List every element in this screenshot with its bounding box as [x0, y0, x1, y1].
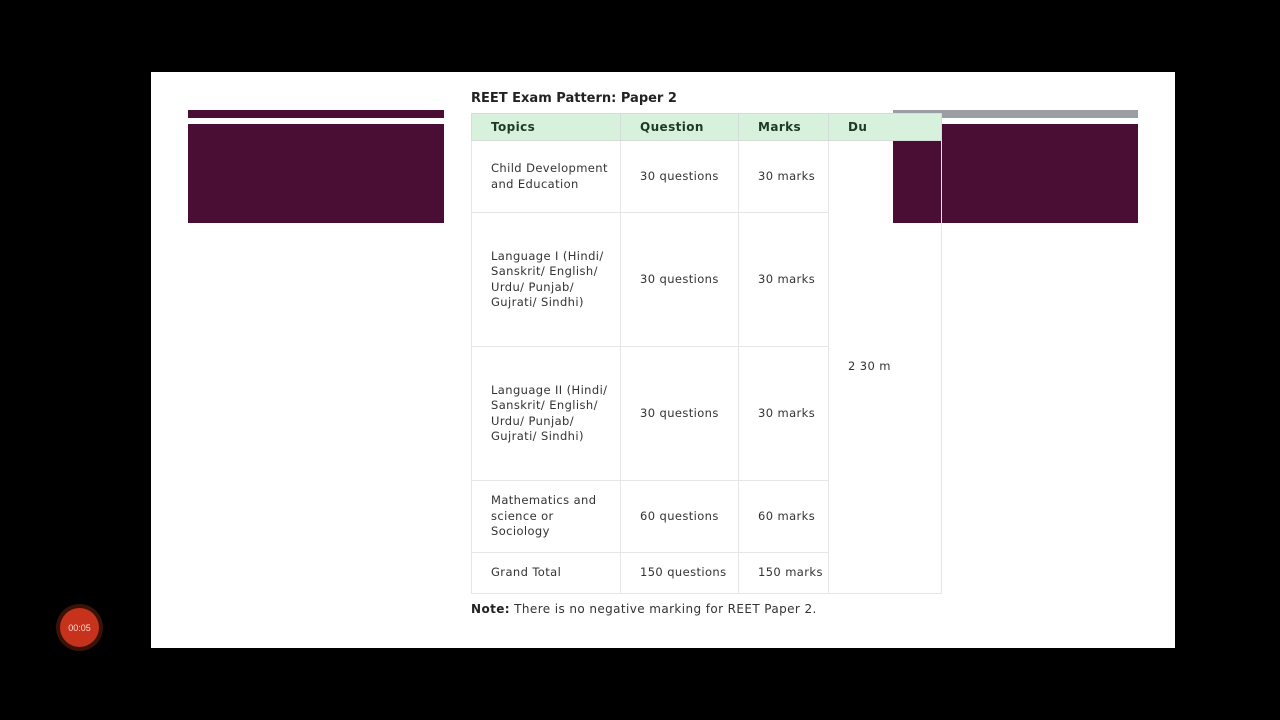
row-questions: 60 questions [621, 481, 739, 553]
left-banner-strip [188, 110, 444, 118]
recording-timer-button[interactable] [56, 604, 103, 651]
header-topics: Topics [472, 114, 621, 141]
row-marks: 30 marks [739, 347, 829, 481]
exam-pattern-table-container [471, 113, 891, 594]
header-duration: Du [829, 114, 942, 141]
slide-page [151, 72, 1175, 648]
note-label: Note: [471, 602, 510, 616]
table-row [472, 141, 942, 213]
recording-timer-label: 00:05 [60, 608, 99, 647]
row-topic: Grand Total [472, 553, 621, 594]
header-question: Question [621, 114, 739, 141]
page-title: REET Exam Pattern: Paper 2 [471, 91, 677, 106]
note-text [471, 601, 831, 617]
header-marks: Marks [739, 114, 829, 141]
row-topic: Child Development and Education [472, 141, 621, 213]
row-topic: Language I (Hindi/ Sanskrit/ English/ Urdu/ Punjab/ Gujrati/ Sindhi) [472, 213, 621, 347]
exam-pattern-table [471, 113, 942, 594]
row-topic: Mathematics and science or Sociology [472, 481, 621, 553]
row-marks: 150 marks [739, 553, 829, 594]
row-topic: Language II (Hindi/ Sanskrit/ English/ Urdu/ Punjab/ Gujrati/ Sindhi) [472, 347, 621, 481]
row-duration: 2 30 m [829, 141, 942, 594]
row-questions: 30 questions [621, 347, 739, 481]
row-marks: 30 marks [739, 141, 829, 213]
table-header-row [472, 114, 942, 141]
row-questions: 30 questions [621, 141, 739, 213]
row-questions: 30 questions [621, 213, 739, 347]
row-questions: 150 questions [621, 553, 739, 594]
left-banner [188, 124, 444, 223]
row-marks: 30 marks [739, 213, 829, 347]
row-marks: 60 marks [739, 481, 829, 553]
note-body: There is no negative marking for REET Paper 2. [509, 602, 817, 616]
